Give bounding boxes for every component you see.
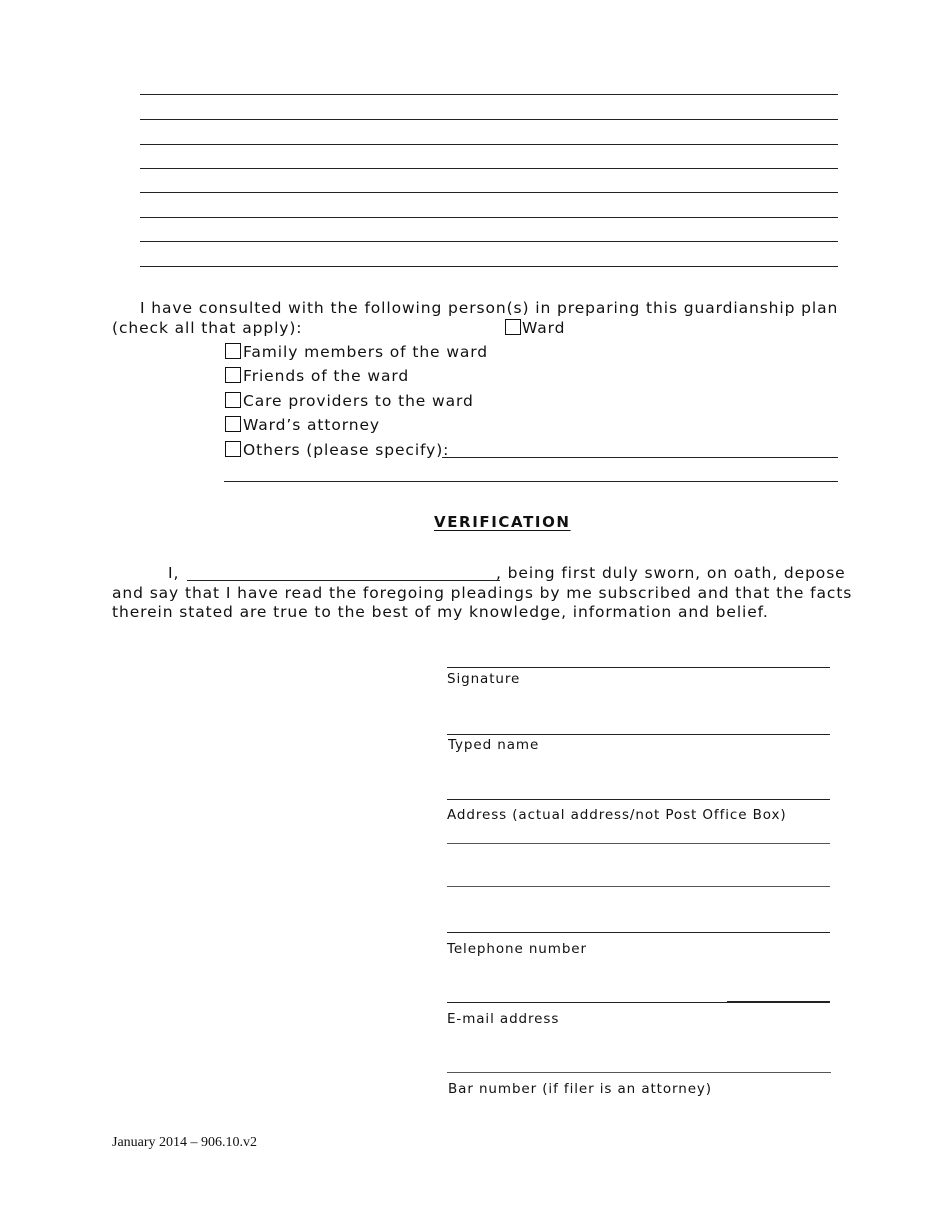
address-line-2[interactable] bbox=[447, 843, 830, 844]
consultation-intro-line2: (check all that apply): bbox=[112, 319, 303, 337]
bar-number-label: Bar number (if filer is an attorney) bbox=[448, 1081, 712, 1097]
verification-prefix: I, bbox=[168, 564, 180, 582]
verification-line3: therein stated are true to the best of my knowledge, information and belief. bbox=[112, 603, 769, 621]
consultation-intro-line1: I have consulted with the following person(s) in preparing this guardianship plan bbox=[140, 299, 839, 317]
form-revision-footer: January 2014 – 906.10.v2 bbox=[112, 1135, 258, 1150]
signature-line[interactable] bbox=[447, 667, 830, 668]
address-line-3[interactable] bbox=[447, 886, 830, 887]
typed-name-label: Typed name bbox=[448, 737, 540, 753]
others-checkbox[interactable] bbox=[225, 441, 241, 457]
friends-label: Friends of the ward bbox=[243, 367, 410, 385]
verification-line1-suffix: , being first duly sworn, on oath, depose bbox=[496, 564, 846, 582]
email-line[interactable] bbox=[447, 1002, 830, 1003]
family-checkbox[interactable] bbox=[225, 343, 241, 359]
writing-line[interactable] bbox=[140, 217, 838, 218]
telephone-label: Telephone number bbox=[447, 941, 587, 957]
typed-name-line[interactable] bbox=[447, 734, 830, 735]
writing-line[interactable] bbox=[140, 119, 838, 120]
address-label: Address (actual address/not Post Office Box) bbox=[447, 807, 787, 823]
others-specify-line-2[interactable] bbox=[224, 481, 838, 482]
writing-line[interactable] bbox=[140, 266, 838, 267]
attorney-checkbox[interactable] bbox=[225, 416, 241, 432]
bar-number-line[interactable] bbox=[447, 1072, 831, 1073]
attorney-label: Ward’s attorney bbox=[243, 416, 380, 434]
friends-checkbox[interactable] bbox=[225, 367, 241, 383]
care-providers-checkbox[interactable] bbox=[225, 392, 241, 408]
signature-label: Signature bbox=[447, 671, 521, 687]
verification-heading: VERIFICATION bbox=[434, 513, 571, 531]
family-label: Family members of the ward bbox=[243, 343, 489, 361]
writing-line[interactable] bbox=[140, 192, 838, 193]
writing-line[interactable] bbox=[140, 144, 838, 145]
writing-line[interactable] bbox=[140, 168, 838, 169]
telephone-line[interactable] bbox=[447, 932, 830, 933]
others-specify-line[interactable] bbox=[442, 457, 838, 458]
ward-label: Ward bbox=[522, 319, 566, 337]
care-providers-label: Care providers to the ward bbox=[243, 392, 474, 410]
writing-line[interactable] bbox=[140, 94, 838, 95]
email-label: E-mail address bbox=[447, 1011, 560, 1027]
writing-line[interactable] bbox=[140, 241, 838, 242]
others-label: Others (please specify): bbox=[243, 441, 450, 459]
ward-checkbox[interactable] bbox=[505, 319, 521, 335]
verification-line2: and say that I have read the foregoing pleadings by me subscribed and that the facts bbox=[112, 584, 853, 602]
affiant-name-line[interactable] bbox=[187, 580, 500, 581]
email-line-segment bbox=[727, 1001, 830, 1002]
address-line[interactable] bbox=[447, 799, 830, 800]
